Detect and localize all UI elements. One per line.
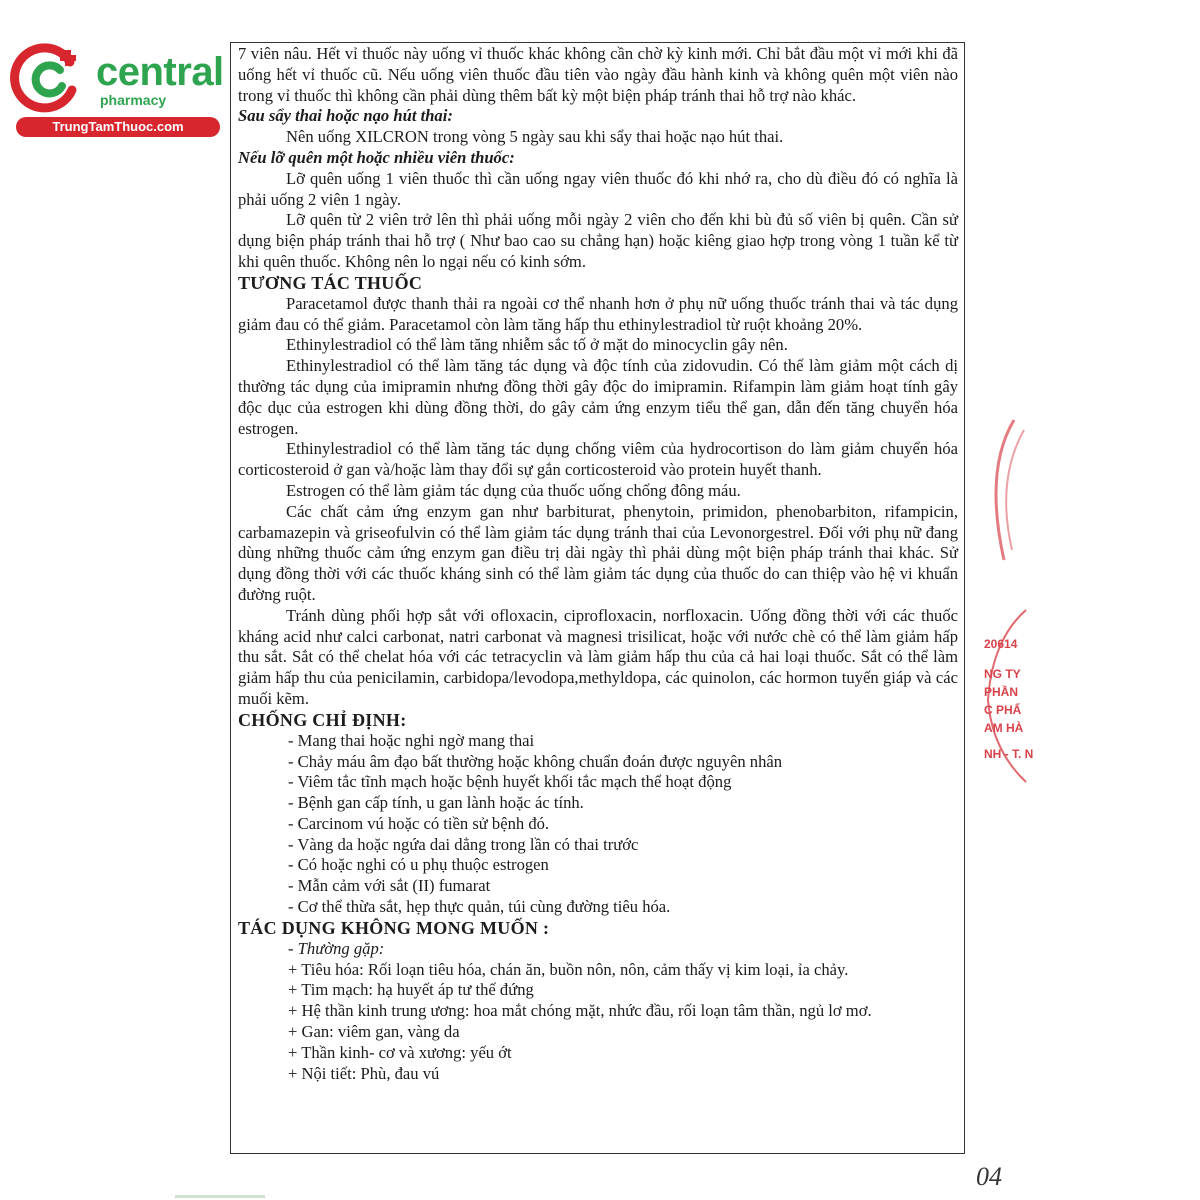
side-effect-item: + Tiêu hóa: Rối loạn tiêu hóa, chán ăn, buồn nôn, nôn, cảm thấy vị kim loại, ỉa chảy. <box>288 959 849 979</box>
contraindication-item: - Vàng da hoặc ngứa dai dẳng trong lần có thai trước <box>288 834 639 854</box>
abortion-heading: Sau sẩy thai hoặc nạo hút thai: <box>238 106 453 126</box>
interaction-paragraph: Ethinylestradiol có thể làm tăng tác dụng chống viêm của hydrocortison do làm giảm chuyển hóa corticosteroid ở gan và/hoặc làm thay đổi sự gắn corticosteroid vào protein huyết thanh. <box>238 439 958 480</box>
side-effect-item: + Hệ thần kinh trung ương: hoa mắt chóng mặt, nhức đầu, rối loạn tâm thần, ngủ lơ mơ. <box>288 1001 872 1021</box>
bottom-edge-strip <box>175 1195 265 1198</box>
contraindication-item: - Bệnh gan cấp tính, u gan lành hoặc ác tính. <box>288 793 584 813</box>
interaction-paragraph: Ethinylestradiol có thể làm tăng tác dụng và độc tính của zidovudin. Có thể làm giảm một cách dị thường tác dụng của imipramin nhưng đồng thời gây độc do imipramin. Rifampin làm giảm hoạt tính gây độc dục của estrogen khi dùng đồng thời, do gây cảm ứng enzym tiểu thể gan, dẫn đến tăng chuyển hóa estrogen. <box>238 356 958 438</box>
central-pharmacy-logo <box>10 36 225 136</box>
interaction-heading: TƯƠNG TÁC THUỐC <box>238 272 423 293</box>
logo-url-badge: TrungTamThuoc.com <box>16 117 220 137</box>
side-effect-item: + Tim mạch: hạ huyết áp tư thế đứng <box>288 980 534 1000</box>
document-body <box>238 44 958 1084</box>
contraindication-item: - Viêm tắc tĩnh mạch hoặc bệnh huyết khối tắc mạch thể hoạt động <box>288 772 732 792</box>
interaction-paragraph: Tránh dùng phối hợp sắt với ofloxacin, ciprofloxacin, norfloxacin. Uống đồng thời với các thuốc kháng acid như calci carbonat, natri carbonat và magnesi trisilicat, hoặc với nước chè có thể làm giảm hấp thu sắt. Sắt có thể chelat hóa với các tetracyclin và làm giảm hấp thu của cả hai loại thuốc. Sắt có thể làm giảm hấp thu của penicilamin, carbidopa/levodopa,methyldopa, các quinolon, các hormon tuyến giáp và các muối kẽm. <box>238 605 958 708</box>
interaction-paragraph: Estrogen có thể làm giảm tác dụng của thuốc uống chống đông máu. <box>286 480 741 500</box>
missed-dose-heading: Nếu lỡ quên một hoặc nhiều viên thuốc: <box>238 147 515 167</box>
contraindication-item: - Có hoặc nghi có u phụ thuộc estrogen <box>288 855 549 875</box>
interaction-paragraph: Các chất cảm ứng enzym gan như barbiturat, phenytoin, primidon, phenobarbiton, rifampicin, carbamazepin và griseofulvin có thể làm giảm tác dụng tránh thai của Levonorgestrel. Đối với phụ nữ đang dùng những thuốc cảm ứng enzym gan điều trị dài ngày thì phải dùng một biện pháp tránh thai khác. Sử dụng đồng thời với các thuốc kháng sinh có thể làm giảm tác dụng của thuốc do can thiệp vào hệ vi khuẩn đường ruột. <box>238 501 958 604</box>
missed-dose-paragraph: Lỡ quên uống 1 viên thuốc thì cần uống ngay viên thuốc đó khi nhớ ra, cho dù điều đó có nghĩa là phải uống 2 viên 1 ngày. <box>238 168 958 209</box>
abortion-paragraph: Nên uống XILCRON trong vòng 5 ngày sau khi sẩy thai hoặc nạo hút thai. <box>286 127 784 147</box>
side-effect-item: + Thần kinh- cơ và xương: yếu ớt <box>288 1042 512 1062</box>
side-effects-heading: TÁC DỤNG KHÔNG MONG MUỐN : <box>238 917 550 938</box>
logo-subtitle: pharmacy <box>100 92 167 108</box>
logo-brand: central <box>96 50 224 94</box>
side-effect-item: + Nội tiết: Phù, đau vú <box>288 1063 440 1083</box>
interaction-paragraph: Paracetamol được thanh thải ra ngoài cơ thể nhanh hơn ở phụ nữ uống thuốc tránh thai và tác dụng giảm đau có thể giảm. Paracetamol còn làm tăng hấp thu ethinylestradiol từ ruột khoảng 20%. <box>238 293 958 334</box>
missed-dose-paragraph: Lỡ quên từ 2 viên trở lên thì phải uống mỗi ngày 2 viên cho đến khi bù đủ số viên bị quên. Cần sử dụng biện pháp tránh thai hỗ trợ ( Như bao cao su chẳng hạn) hoặc kiêng giao hợp trong vòng 1 tuần kể từ khi quên thuốc. Không nên lo ngại nếu có kinh sớm. <box>238 210 958 271</box>
contraindication-item: - Mẫn cảm với sắt (II) fumarat <box>288 876 491 896</box>
central-logo-icon <box>10 40 86 116</box>
contraindication-item: - Chảy máu âm đạo bất thường hoặc không chuẩn đoán được nguyên nhân <box>288 751 783 771</box>
contraindication-item: - Mang thai hoặc nghi ngờ mang thai <box>288 730 535 750</box>
dosage-paragraph: 7 viên nâu. Hết vỉ thuốc này uống vỉ thuốc khác không cần chờ kỳ kinh mới. Chỉ bắt đầu một vỉ mới khi đã uống hết vỉ thuốc cũ. Nếu uống viên thuốc đầu tiên vào ngày đầu hành kinh và không quên một viên nào trong vỉ thuốc thì không cần phải dùng thêm bất kỳ một biện pháp tránh thai hỗ trợ nào khác. <box>238 44 958 105</box>
side-effects-common-label: - Thường gặp: <box>288 938 385 958</box>
contraindication-item: - Cơ thể thừa sắt, hẹp thực quản, túi cùng đường tiêu hóa. <box>288 897 671 917</box>
contraindication-item: - Carcinom vú hoặc có tiền sử bệnh đó. <box>288 813 550 833</box>
page-number-mark: 04 <box>976 1162 1002 1191</box>
interaction-paragraph: Ethinylestradiol có thể làm tăng nhiễm sắc tố ở mặt do minocyclin gây nên. <box>286 335 788 355</box>
contraindication-heading: CHỐNG CHỈ ĐỊNH: <box>238 709 407 730</box>
stamp-text: 20614 NG TY PHẦN C PHẨ AM HÀ NH - T. N <box>984 637 1034 761</box>
side-effect-item: + Gan: viêm gan, vàng da <box>288 1022 460 1042</box>
